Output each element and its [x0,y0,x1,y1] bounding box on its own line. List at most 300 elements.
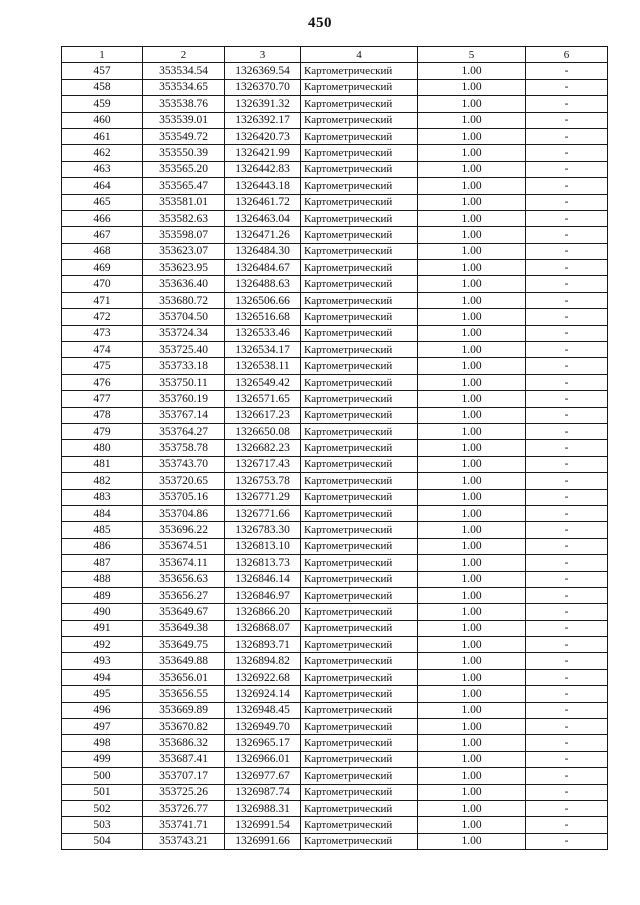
point-number-cell: 501 [62,784,143,800]
method-cell: Картометрический [301,374,418,390]
method-cell: Картометрический [301,604,418,620]
y-coordinate-cell: 1326370.70 [225,79,301,95]
point-number-cell: 489 [62,587,143,603]
accuracy-cell: 1.00 [418,260,526,276]
point-number-cell: 480 [62,440,143,456]
note-cell: - [526,768,608,784]
note-cell: - [526,620,608,636]
point-number-cell: 462 [62,145,143,161]
method-cell: Картометрический [301,342,418,358]
point-number-cell: 484 [62,505,143,521]
x-coordinate-cell: 353538.76 [143,96,225,112]
x-coordinate-cell: 353743.21 [143,833,225,849]
method-cell: Картометрический [301,276,418,292]
x-coordinate-cell: 353598.07 [143,227,225,243]
method-cell: Картометрический [301,440,418,456]
x-coordinate-cell: 353707.17 [143,768,225,784]
accuracy-cell: 1.00 [418,669,526,685]
accuracy-cell: 1.00 [418,79,526,95]
table-row [62,178,608,194]
x-coordinate-cell: 353656.01 [143,669,225,685]
note-cell: - [526,423,608,439]
note-cell: - [526,702,608,718]
y-coordinate-cell: 1326443.18 [225,178,301,194]
point-number-cell: 469 [62,260,143,276]
note-cell: - [526,161,608,177]
table-row [62,128,608,144]
y-coordinate-cell: 1326991.66 [225,833,301,849]
x-coordinate-cell: 353656.63 [143,571,225,587]
note-cell: - [526,210,608,226]
table-row [62,243,608,259]
table-row [62,587,608,603]
point-number-cell: 479 [62,423,143,439]
y-coordinate-cell: 1326534.17 [225,342,301,358]
x-coordinate-cell: 353636.40 [143,276,225,292]
note-cell: - [526,128,608,144]
accuracy-cell: 1.00 [418,555,526,571]
table-row [62,292,608,308]
point-number-cell: 497 [62,719,143,735]
method-cell: Картометрический [301,719,418,735]
note-cell: - [526,505,608,521]
method-cell: Картометрический [301,473,418,489]
y-coordinate-cell: 1326922.68 [225,669,301,685]
method-cell: Картометрический [301,489,418,505]
table-row [62,505,608,521]
x-coordinate-cell: 353760.19 [143,391,225,407]
note-cell: - [526,391,608,407]
method-cell: Картометрический [301,112,418,128]
note-cell: - [526,112,608,128]
note-cell: - [526,686,608,702]
point-number-cell: 473 [62,325,143,341]
y-coordinate-cell: 1326463.04 [225,210,301,226]
table-row [62,735,608,751]
point-number-cell: 503 [62,817,143,833]
point-number-cell: 495 [62,686,143,702]
table-row [62,489,608,505]
accuracy-cell: 1.00 [418,161,526,177]
x-coordinate-cell: 353696.22 [143,522,225,538]
point-number-cell: 467 [62,227,143,243]
accuracy-cell: 1.00 [418,587,526,603]
accuracy-cell: 1.00 [418,538,526,554]
table-row [62,620,608,636]
accuracy-cell: 1.00 [418,620,526,636]
y-coordinate-cell: 1326866.20 [225,604,301,620]
note-cell: - [526,669,608,685]
x-coordinate-cell: 353565.47 [143,178,225,194]
x-coordinate-cell: 353687.41 [143,751,225,767]
y-coordinate-cell: 1326924.14 [225,686,301,702]
y-coordinate-cell: 1326538.11 [225,358,301,374]
table-row [62,358,608,374]
accuracy-cell: 1.00 [418,227,526,243]
method-cell: Картометрический [301,358,418,374]
accuracy-cell: 1.00 [418,456,526,472]
y-coordinate-cell: 1326471.26 [225,227,301,243]
x-coordinate-cell: 353550.39 [143,145,225,161]
y-coordinate-cell: 1326682.23 [225,440,301,456]
accuracy-cell: 1.00 [418,178,526,194]
y-coordinate-cell: 1326965.17 [225,735,301,751]
y-coordinate-cell: 1326771.66 [225,505,301,521]
table-body [62,63,608,850]
y-coordinate-cell: 1326813.10 [225,538,301,554]
y-coordinate-cell: 1326650.08 [225,423,301,439]
column-header-2: 2 [143,47,225,63]
method-cell: Картометрический [301,751,418,767]
note-cell: - [526,194,608,210]
table-row [62,309,608,325]
x-coordinate-cell: 353656.55 [143,686,225,702]
note-cell: - [526,637,608,653]
method-cell: Картометрический [301,456,418,472]
table-row [62,702,608,718]
note-cell: - [526,784,608,800]
note-cell: - [526,342,608,358]
table-row [62,276,608,292]
x-coordinate-cell: 353674.11 [143,555,225,571]
x-coordinate-cell: 353741.71 [143,817,225,833]
point-number-cell: 483 [62,489,143,505]
method-cell: Картометрический [301,243,418,259]
note-cell: - [526,800,608,816]
method-cell: Картометрический [301,768,418,784]
x-coordinate-cell: 353534.65 [143,79,225,95]
x-coordinate-cell: 353581.01 [143,194,225,210]
y-coordinate-cell: 1326516.68 [225,309,301,325]
accuracy-cell: 1.00 [418,719,526,735]
method-cell: Картометрический [301,833,418,849]
y-coordinate-cell: 1326783.30 [225,522,301,538]
note-cell: - [526,96,608,112]
method-cell: Картометрический [301,210,418,226]
note-cell: - [526,571,608,587]
accuracy-cell: 1.00 [418,358,526,374]
x-coordinate-cell: 353582.63 [143,210,225,226]
method-cell: Картометрический [301,637,418,653]
note-cell: - [526,604,608,620]
accuracy-cell: 1.00 [418,768,526,784]
note-cell: - [526,309,608,325]
page-number: 450 [308,15,332,31]
table-row [62,522,608,538]
table-row [62,833,608,849]
point-number-cell: 488 [62,571,143,587]
method-cell: Картометрический [301,587,418,603]
method-cell: Картометрический [301,325,418,341]
point-number-cell: 500 [62,768,143,784]
method-cell: Картометрический [301,227,418,243]
y-coordinate-cell: 1326988.31 [225,800,301,816]
note-cell: - [526,653,608,669]
method-cell: Картометрический [301,653,418,669]
accuracy-cell: 1.00 [418,637,526,653]
point-number-cell: 493 [62,653,143,669]
accuracy-cell: 1.00 [418,702,526,718]
accuracy-cell: 1.00 [418,440,526,456]
method-cell: Картометрический [301,194,418,210]
point-number-cell: 475 [62,358,143,374]
table-row [62,260,608,276]
x-coordinate-cell: 353649.67 [143,604,225,620]
note-cell: - [526,407,608,423]
x-coordinate-cell: 353720.65 [143,473,225,489]
y-coordinate-cell: 1326484.67 [225,260,301,276]
column-header-1: 1 [62,47,143,63]
accuracy-cell: 1.00 [418,833,526,849]
method-cell: Картометрический [301,817,418,833]
y-coordinate-cell: 1326391.32 [225,96,301,112]
table-row [62,817,608,833]
table-row [62,555,608,571]
note-cell: - [526,243,608,259]
table-row [62,391,608,407]
y-coordinate-cell: 1326506.66 [225,292,301,308]
table-row [62,637,608,653]
x-coordinate-cell: 353649.38 [143,620,225,636]
y-coordinate-cell: 1326987.74 [225,784,301,800]
note-cell: - [526,719,608,735]
y-coordinate-cell: 1326420.73 [225,128,301,144]
x-coordinate-cell: 353724.34 [143,325,225,341]
table-row [62,423,608,439]
table-row [62,440,608,456]
accuracy-cell: 1.00 [418,210,526,226]
x-coordinate-cell: 353670.82 [143,719,225,735]
point-number-cell: 498 [62,735,143,751]
table-row [62,96,608,112]
column-header-3: 3 [225,47,301,63]
table-row [62,538,608,554]
accuracy-cell: 1.00 [418,751,526,767]
table-row [62,227,608,243]
method-cell: Картометрический [301,800,418,816]
point-number-cell: 487 [62,555,143,571]
point-number-cell: 457 [62,63,143,79]
note-cell: - [526,374,608,390]
accuracy-cell: 1.00 [418,407,526,423]
accuracy-cell: 1.00 [418,522,526,538]
x-coordinate-cell: 353649.75 [143,637,225,653]
table-row [62,210,608,226]
point-number-cell: 502 [62,800,143,816]
table-row [62,374,608,390]
table-row [62,800,608,816]
point-number-cell: 465 [62,194,143,210]
accuracy-cell: 1.00 [418,243,526,259]
x-coordinate-cell: 353758.78 [143,440,225,456]
note-cell: - [526,751,608,767]
method-cell: Картометрический [301,522,418,538]
column-header-5: 5 [418,47,526,63]
x-coordinate-cell: 353680.72 [143,292,225,308]
accuracy-cell: 1.00 [418,784,526,800]
accuracy-cell: 1.00 [418,128,526,144]
point-number-cell: 496 [62,702,143,718]
accuracy-cell: 1.00 [418,145,526,161]
column-header-4: 4 [301,47,418,63]
method-cell: Картометрический [301,423,418,439]
note-cell: - [526,538,608,554]
y-coordinate-cell: 1326421.99 [225,145,301,161]
method-cell: Картометрический [301,620,418,636]
point-number-cell: 491 [62,620,143,636]
accuracy-cell: 1.00 [418,735,526,751]
note-cell: - [526,587,608,603]
x-coordinate-cell: 353656.27 [143,587,225,603]
note-cell: - [526,833,608,849]
note-cell: - [526,145,608,161]
method-cell: Картометрический [301,538,418,554]
method-cell: Картометрический [301,309,418,325]
y-coordinate-cell: 1326369.54 [225,63,301,79]
x-coordinate-cell: 353726.77 [143,800,225,816]
point-number-cell: 474 [62,342,143,358]
table-row [62,604,608,620]
note-cell: - [526,555,608,571]
note-cell: - [526,817,608,833]
table-row [62,456,608,472]
y-coordinate-cell: 1326717.43 [225,456,301,472]
coordinates-table [61,46,608,850]
point-number-cell: 476 [62,374,143,390]
accuracy-cell: 1.00 [418,817,526,833]
point-number-cell: 477 [62,391,143,407]
note-cell: - [526,522,608,538]
method-cell: Картометрический [301,128,418,144]
y-coordinate-cell: 1326533.46 [225,325,301,341]
y-coordinate-cell: 1326753.78 [225,473,301,489]
x-coordinate-cell: 353686.32 [143,735,225,751]
table-row [62,784,608,800]
y-coordinate-cell: 1326868.07 [225,620,301,636]
table-row [62,407,608,423]
accuracy-cell: 1.00 [418,292,526,308]
x-coordinate-cell: 353750.11 [143,374,225,390]
method-cell: Картометрический [301,96,418,112]
x-coordinate-cell: 353649.88 [143,653,225,669]
method-cell: Картометрический [301,63,418,79]
accuracy-cell: 1.00 [418,63,526,79]
accuracy-cell: 1.00 [418,309,526,325]
method-cell: Картометрический [301,669,418,685]
y-coordinate-cell: 1326484.30 [225,243,301,259]
x-coordinate-cell: 353534.54 [143,63,225,79]
table-row [62,79,608,95]
y-coordinate-cell: 1326488.63 [225,276,301,292]
point-number-cell: 458 [62,79,143,95]
x-coordinate-cell: 353539.01 [143,112,225,128]
method-cell: Картометрический [301,161,418,177]
x-coordinate-cell: 353623.07 [143,243,225,259]
accuracy-cell: 1.00 [418,489,526,505]
table-header [62,47,608,63]
point-number-cell: 490 [62,604,143,620]
table-row [62,473,608,489]
point-number-cell: 471 [62,292,143,308]
point-number-cell: 466 [62,210,143,226]
accuracy-cell: 1.00 [418,112,526,128]
y-coordinate-cell: 1326571.65 [225,391,301,407]
point-number-cell: 463 [62,161,143,177]
x-coordinate-cell: 353669.89 [143,702,225,718]
point-number-cell: 504 [62,833,143,849]
method-cell: Картометрический [301,391,418,407]
x-coordinate-cell: 353674.51 [143,538,225,554]
table-row [62,325,608,341]
accuracy-cell: 1.00 [418,276,526,292]
y-coordinate-cell: 1326813.73 [225,555,301,571]
note-cell: - [526,260,608,276]
table-row [62,751,608,767]
point-number-cell: 472 [62,309,143,325]
accuracy-cell: 1.00 [418,96,526,112]
y-coordinate-cell: 1326617.23 [225,407,301,423]
accuracy-cell: 1.00 [418,653,526,669]
point-number-cell: 470 [62,276,143,292]
accuracy-cell: 1.00 [418,342,526,358]
y-coordinate-cell: 1326977.67 [225,768,301,784]
x-coordinate-cell: 353764.27 [143,423,225,439]
method-cell: Картометрический [301,292,418,308]
note-cell: - [526,227,608,243]
y-coordinate-cell: 1326948.45 [225,702,301,718]
accuracy-cell: 1.00 [418,505,526,521]
method-cell: Картометрический [301,555,418,571]
table-row [62,161,608,177]
note-cell: - [526,473,608,489]
table-row [62,653,608,669]
y-coordinate-cell: 1326442.83 [225,161,301,177]
table-row [62,768,608,784]
x-coordinate-cell: 353725.40 [143,342,225,358]
column-header-6: 6 [526,47,608,63]
method-cell: Картометрический [301,407,418,423]
point-number-cell: 485 [62,522,143,538]
note-cell: - [526,178,608,194]
point-number-cell: 468 [62,243,143,259]
method-cell: Картометрический [301,145,418,161]
x-coordinate-cell: 353623.95 [143,260,225,276]
x-coordinate-cell: 353767.14 [143,407,225,423]
method-cell: Картометрический [301,702,418,718]
point-number-cell: 459 [62,96,143,112]
accuracy-cell: 1.00 [418,604,526,620]
y-coordinate-cell: 1326392.17 [225,112,301,128]
note-cell: - [526,79,608,95]
table-row [62,669,608,685]
accuracy-cell: 1.00 [418,800,526,816]
y-coordinate-cell: 1326461.72 [225,194,301,210]
point-number-cell: 486 [62,538,143,554]
point-number-cell: 478 [62,407,143,423]
table-row [62,719,608,735]
point-number-cell: 499 [62,751,143,767]
point-number-cell: 492 [62,637,143,653]
y-coordinate-cell: 1326991.54 [225,817,301,833]
x-coordinate-cell: 353549.72 [143,128,225,144]
method-cell: Картометрический [301,79,418,95]
x-coordinate-cell: 353704.50 [143,309,225,325]
x-coordinate-cell: 353733.18 [143,358,225,374]
method-cell: Картометрический [301,260,418,276]
x-coordinate-cell: 353705.16 [143,489,225,505]
x-coordinate-cell: 353743.70 [143,456,225,472]
point-number-cell: 460 [62,112,143,128]
